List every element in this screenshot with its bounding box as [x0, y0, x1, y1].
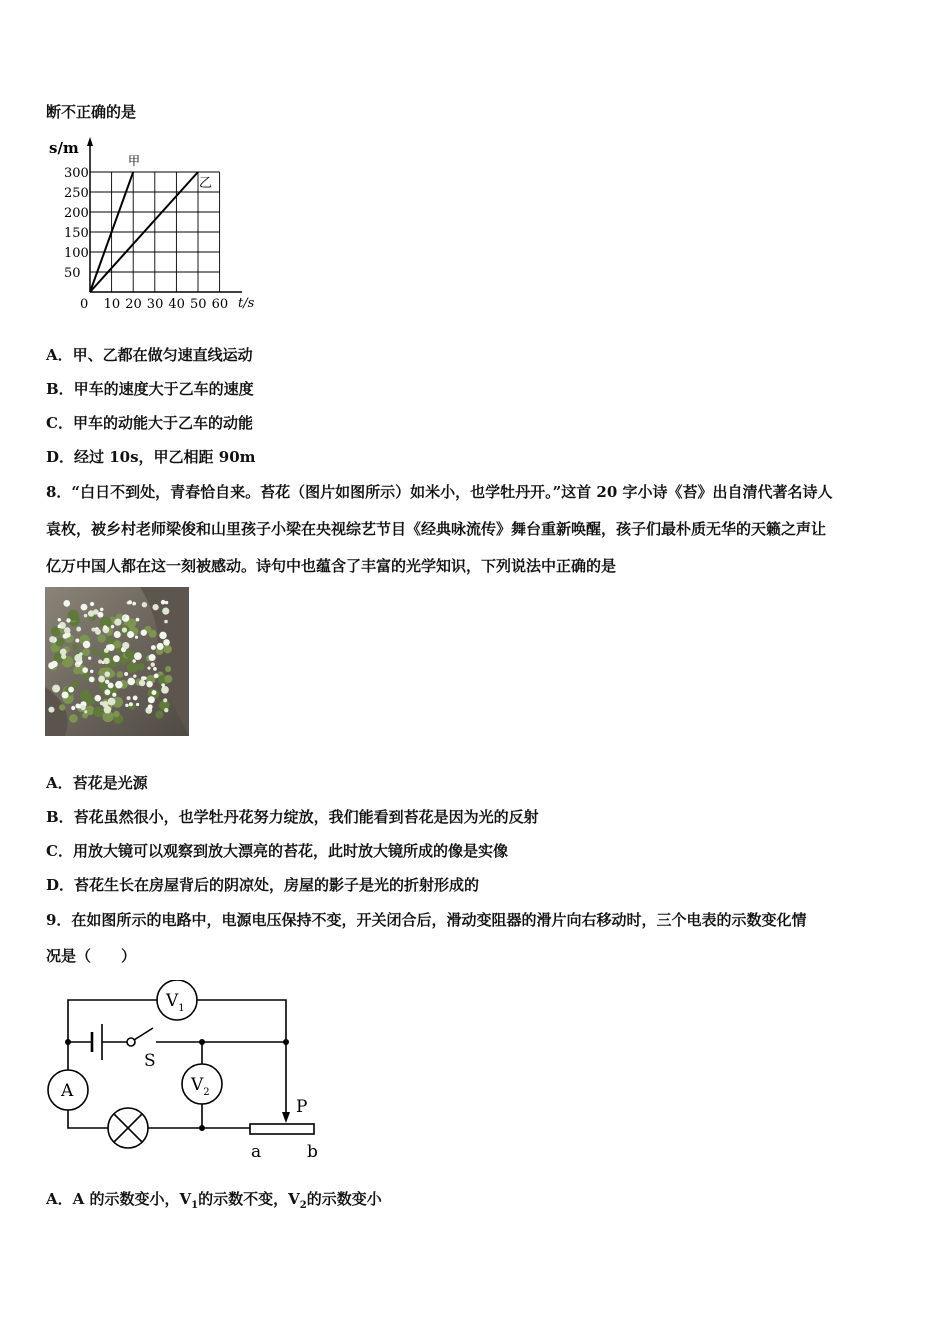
y-tick-label: 200	[64, 206, 89, 221]
flower-blob	[100, 608, 104, 612]
flower-blob	[162, 608, 169, 615]
flower-blob	[152, 604, 158, 610]
leaf-blob	[125, 650, 133, 658]
wire-top-right	[197, 1000, 286, 1042]
leaf-blob	[163, 645, 172, 654]
switch-label: S	[144, 1051, 156, 1071]
flower-blob	[64, 627, 70, 633]
flower-blob	[123, 616, 126, 619]
q7-option-c: C．甲车的动能大于乙车的动能	[46, 414, 253, 432]
x-tick-label: 60	[211, 297, 229, 312]
junction-dot	[199, 1125, 205, 1131]
flower-blob	[127, 696, 131, 700]
flower-blob	[112, 693, 116, 697]
flower-blob	[52, 685, 60, 693]
slider-label: P	[296, 1097, 308, 1117]
slider-arrow	[282, 1112, 290, 1123]
q8-option-d: D．苔花生长在房屋背后的阴凉处，房屋的影子是光的折射形成的	[46, 876, 480, 894]
flower-blob	[104, 671, 110, 677]
flower-blob	[154, 674, 159, 679]
flower-blob	[132, 602, 136, 606]
leaf-blob	[71, 680, 78, 687]
flower-blob	[125, 704, 128, 707]
flower-blob	[84, 710, 87, 713]
rheostat-end-a: a	[251, 1142, 262, 1162]
flower-blob	[89, 677, 95, 683]
v1-label: $V_1$	[166, 991, 185, 1014]
flower-blob	[74, 654, 82, 662]
flower-blob	[60, 648, 67, 655]
flower-blob	[98, 676, 105, 683]
moss-flower-photo	[45, 587, 189, 736]
flower-blob	[164, 708, 168, 712]
junction-dot	[65, 1039, 71, 1045]
q9-stem-line-2: 况是（ ）	[46, 947, 137, 965]
leaf-blob	[120, 658, 127, 665]
flower-blob	[163, 698, 167, 702]
flower-blob	[141, 630, 147, 636]
leaf-blob	[149, 630, 157, 638]
flower-blob	[91, 627, 95, 631]
flower-blob	[151, 645, 156, 650]
flower-blob	[127, 678, 135, 686]
flower-blob	[128, 600, 132, 604]
y-tick-label: 100	[64, 246, 89, 261]
rheostat-end-b: b	[307, 1142, 318, 1162]
flower-blob	[71, 706, 75, 710]
flower-blob	[142, 602, 147, 607]
flower-blob	[133, 674, 136, 677]
distance-time-graph	[44, 132, 264, 317]
flower-blob	[58, 625, 62, 629]
x-axis-label: t/s	[238, 296, 255, 311]
flower-blob	[75, 639, 79, 643]
flower-blob	[136, 618, 140, 622]
y-axis-arrow	[87, 137, 93, 146]
flower-blob	[105, 680, 109, 684]
y-axis-label: s/m	[49, 139, 79, 157]
flower-blob	[102, 701, 108, 707]
flower-blob	[81, 604, 88, 611]
leaf-blob	[72, 644, 78, 650]
x-tick-label: 20	[125, 297, 142, 312]
flower-blob	[104, 689, 110, 695]
flower-blob	[88, 610, 94, 616]
flower-blob	[84, 614, 88, 618]
junction-dot	[283, 1039, 289, 1045]
q7-option-a: A．甲、乙都在做匀速直线运动	[46, 346, 253, 364]
flower-blob	[106, 644, 111, 649]
leaf-blob	[82, 648, 90, 656]
circuit-diagram	[44, 980, 334, 1165]
x-tick-label: 0	[80, 297, 89, 312]
flower-blob	[136, 703, 139, 706]
flower-blob	[90, 602, 94, 606]
leaf-blob	[116, 671, 123, 678]
question-stem-tail: 断不正确的是	[46, 103, 137, 121]
q8-stem-line-2: 袁枚，被乡村老师梁俊和山里孩子小梁在央视综艺节目《经典咏流传》舞台重新唤醒，孩子们最朴质无华的天籁之声让	[46, 520, 827, 538]
junction-dot	[199, 1039, 205, 1045]
wire-ammeter-bottom	[68, 1110, 108, 1128]
flower-blob	[66, 618, 70, 622]
flower-blob	[157, 643, 164, 650]
flower-blob	[68, 687, 74, 693]
flower-blob	[48, 662, 55, 669]
flower-blob	[165, 601, 168, 604]
leaf-blob	[137, 663, 144, 670]
flower-blob	[48, 707, 54, 713]
flower-blob	[151, 690, 156, 695]
flower-blob	[133, 696, 138, 701]
flower-blob	[94, 695, 101, 702]
flower-blob	[161, 683, 164, 686]
flower-blob	[108, 698, 116, 706]
leaf-blob	[127, 662, 138, 673]
series-label-yi: 乙	[199, 176, 213, 191]
flower-blob	[163, 639, 170, 646]
flower-blob	[139, 680, 145, 686]
flower-blob	[147, 667, 150, 670]
leaf-blob	[85, 706, 95, 716]
y-tick-label: 50	[64, 266, 81, 281]
q8-option-a: A．苔花是光源	[46, 774, 148, 792]
flower-blob	[153, 667, 157, 671]
flower-blob	[122, 642, 129, 649]
flower-blob	[75, 704, 80, 709]
leaf-blob	[86, 696, 95, 705]
flower-blob	[148, 696, 155, 703]
series-label-jia: 甲	[128, 154, 141, 168]
flower-blob	[129, 702, 133, 706]
leaf-blob	[69, 714, 78, 723]
flower-blob	[161, 600, 166, 605]
flower-blob	[127, 631, 134, 638]
flower-blob	[132, 659, 135, 662]
v2-label: $V_2$	[191, 1075, 210, 1098]
flower-blob	[88, 656, 91, 659]
q9-option-a: A．A 的示数变小，$V_1$的示数不变，$V_2$的示数变小	[46, 1190, 382, 1211]
leaf-blob	[155, 710, 163, 718]
q9-stem-line-1: 9．在如图所示的电路中，电源电压保持不变，开关闭合后，滑动变阻器的滑片向右移动时，三个电表的示数变化情	[46, 911, 807, 929]
flower-blob	[124, 672, 128, 676]
flower-blob	[103, 658, 109, 664]
x-tick-label: 50	[190, 297, 207, 312]
rheostat	[250, 1124, 314, 1134]
flower-blob	[151, 662, 155, 666]
flower-blob	[164, 620, 168, 624]
wire-top-left	[68, 1000, 157, 1042]
flower-blob	[114, 619, 121, 626]
flower-blob	[149, 654, 156, 661]
q7-option-d: D．经过 10s，甲乙相距 90m	[46, 448, 256, 466]
flower-blob	[58, 618, 61, 621]
leaf-blob	[113, 711, 120, 718]
flower-blob	[90, 670, 93, 673]
leaf-blob	[59, 704, 65, 710]
y-tick-label: 300	[64, 166, 89, 181]
flower-blob	[148, 704, 153, 709]
flower-blob	[98, 612, 104, 618]
y-tick-label: 150	[64, 226, 89, 241]
flower-blob	[113, 655, 120, 662]
flower-blob	[63, 600, 70, 607]
q7-option-b: B．甲车的速度大于乙车的速度	[46, 380, 254, 398]
flower-blob	[80, 705, 85, 710]
flower-blob	[114, 631, 121, 638]
leaf-blob	[97, 634, 105, 642]
leaf-blob	[93, 707, 104, 718]
leaf-blob	[92, 649, 98, 655]
flower-blob	[95, 629, 101, 635]
flower-blob	[143, 676, 146, 679]
switch-blade	[134, 1028, 153, 1040]
q8-option-c: C．用放大镜可以观察到放大漂亮的苔花，此时放大镜所成的像是实像	[46, 842, 508, 860]
flower-blob	[76, 627, 81, 632]
y-tick-label: 250	[64, 186, 89, 201]
flower-blob	[159, 632, 166, 639]
q8-option-b: B．苔花虽然很小，也学牡丹花努力绽放，我们能看到苔花是因为光的反射	[46, 808, 539, 826]
leaf-blob	[164, 675, 172, 683]
leaf-blob	[165, 666, 171, 672]
flower-blob	[115, 681, 123, 689]
ammeter-label: A	[61, 1081, 74, 1101]
flower-blob	[161, 686, 169, 694]
flower-blob	[122, 627, 127, 632]
flower-blob	[98, 659, 102, 663]
q8-stem-line-3: 亿万中国人都在这一刻被感动。诗句中也蕴含了丰富的光学知识，下列说法中正确的是	[46, 557, 617, 575]
flower-blob	[82, 667, 88, 673]
flower-blob	[49, 636, 55, 642]
flower-blob	[83, 641, 91, 649]
flower-blob	[111, 625, 115, 629]
flower-blob	[134, 652, 142, 660]
x-tick-label: 10	[103, 297, 121, 312]
x-tick-label: 40	[168, 297, 185, 312]
flower-blob	[146, 681, 152, 687]
q8-stem-line-1: 8．“白日不到处，青春恰自来。苔花（图片如图所示）如米小，也学牡丹开。”这首 20 字小诗《苔》出自清代著名诗人	[46, 483, 833, 501]
flower-blob	[103, 625, 107, 629]
flower-blob	[135, 636, 138, 639]
flower-blob	[62, 691, 69, 698]
x-tick-label: 30	[146, 297, 164, 312]
